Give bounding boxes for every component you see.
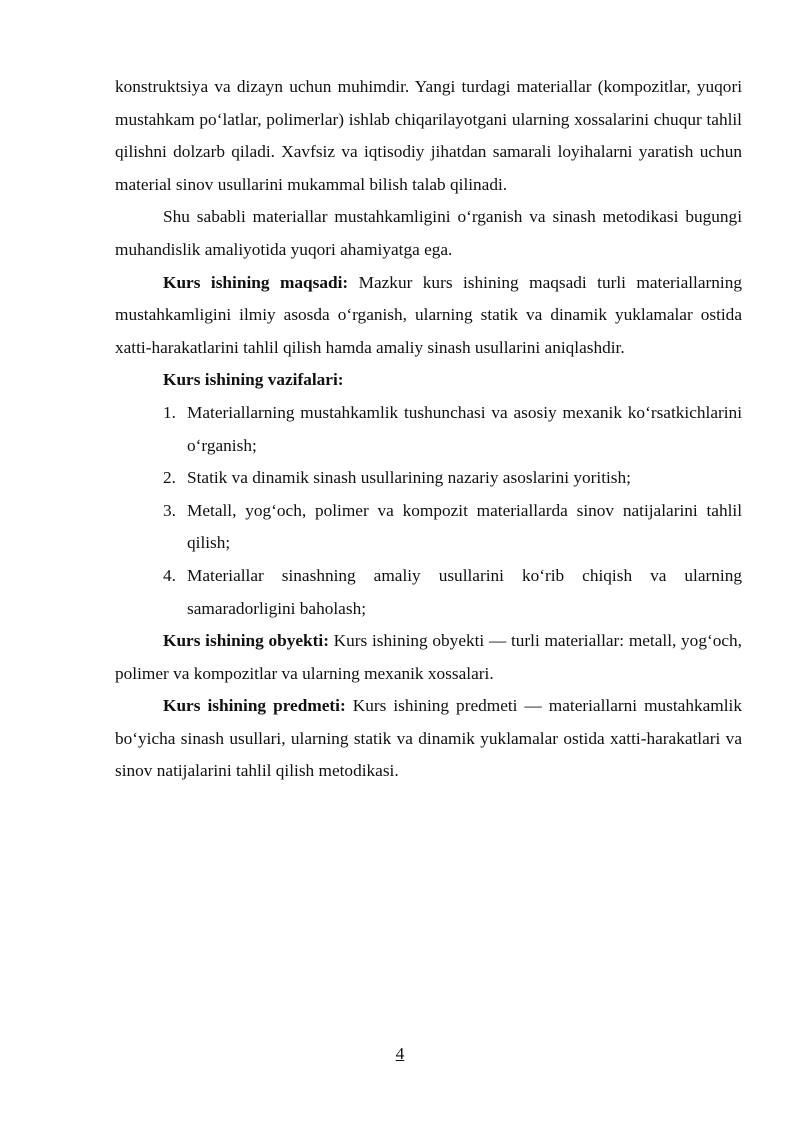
object-label: Kurs ishining obyekti: bbox=[163, 631, 329, 651]
subject-label: Kurs ishining predmeti: bbox=[163, 696, 346, 716]
intro-paragraph: konstruktsiya va dizayn uchun muhimdir. Yangi turdagi materiallar (kompozitlar, yuqori mustahkam po‘latlar, polimerlar) ishlab chiqarilayotgani ularning xossalarini chuqur tahlil qilishni dolzarb qiladi. Xavfsiz va iqtisodiy jihatdan samarali loyihalarni yaratish uchun material sinov usullarini mukammal bilish talab qilinadi. bbox=[115, 77, 742, 194]
task-item-4 bbox=[115, 560, 742, 625]
object-paragraph bbox=[115, 625, 742, 690]
task-text: Statik va dinamik sinash usullarining nazariy asoslarini yoritish; bbox=[187, 468, 631, 488]
task-number: 2. bbox=[163, 468, 176, 488]
goal-text: Mazkur kurs ishining maqsadi turli materiallarning mustahkamligini ilmiy asosda o‘rganish, ularning statik va dinamik yuklamalar ostida xatti-harakatlarini tahlil qilish hamda amaliy sinash usullarini aniqlashdir. bbox=[115, 272, 742, 357]
task-number: 1. bbox=[163, 402, 176, 422]
object-text: Kurs ishining obyekti — turli materiallar: metall, yog‘och, polimer va kompozitlar va ularning mexanik xossalari. bbox=[115, 631, 742, 683]
task-number: 4. bbox=[163, 565, 176, 585]
reason-paragraph: Shu sababli materiallar mustahkamligini o‘rganish va sinash metodikasi bugungi muhandislik amaliyotida yuqori ahamiyatga ega. bbox=[115, 207, 742, 259]
tasks-heading: Kurs ishining vazifalari: bbox=[163, 370, 344, 390]
goal-paragraph bbox=[115, 267, 742, 365]
task-text: Materiallar sinashning amaliy usullarini ko‘rib chiqish va ularning samaradorligini baholash; bbox=[187, 565, 742, 618]
goal-label: Kurs ishining maqsadi: bbox=[163, 272, 349, 292]
task-item-1 bbox=[115, 397, 742, 462]
task-text: Materiallarning mustahkamlik tushunchasi va asosiy mexanik ko‘rsatkichlarini o‘rganish; bbox=[187, 402, 742, 455]
task-number: 3. bbox=[163, 500, 176, 520]
task-item-2 bbox=[115, 462, 742, 495]
page-number: 4 bbox=[395, 1044, 405, 1063]
task-item-3 bbox=[115, 495, 742, 560]
task-text: Metall, yog‘och, polimer va kompozit materiallarda sinov natijalarini tahlil qilish; bbox=[187, 500, 742, 553]
document-body bbox=[115, 71, 742, 788]
tasks-list bbox=[115, 397, 742, 625]
subject-text: Kurs ishining predmeti — materiallarni mustahkamlik bo‘yicha sinash usullari, ularning statik va dinamik yuklamalar ostida xatti-harakatlari va sinov natijalarini tahlil qilish metodikasi. bbox=[115, 696, 742, 781]
subject-paragraph bbox=[115, 690, 742, 788]
